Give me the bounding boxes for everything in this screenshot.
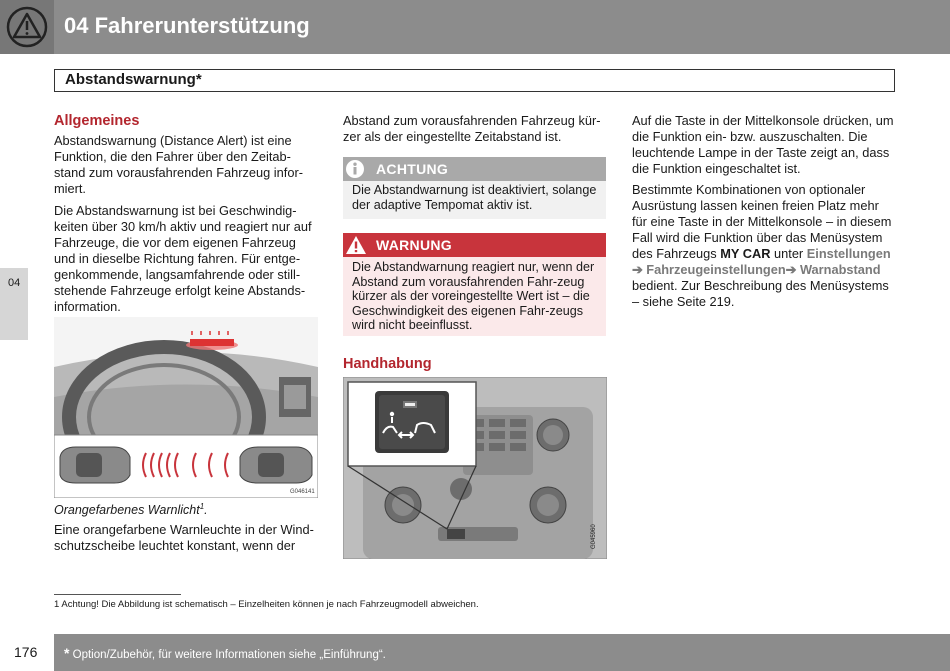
achtung-text: Die Abstandwarnung ist deaktiviert, solange der adaptive Tempomat aktiv ist. [352, 183, 597, 212]
figure-caption: Orangefarbenes Warnlicht$^1$. [54, 502, 208, 518]
footer-star: * [64, 645, 70, 661]
achtung-label: ACHTUNG [376, 161, 449, 177]
paragraph-activation: Die Abstandswarnung ist bei Geschwindig-keiten über 30 km/h aktiv und reagiert nur auf Fahrzeuge, die vor dem eigenen Fahrzeug und in dieselbe Richtung fahren. Für entge-genkommende, langsamfahrende oder still-stehende Fahrzeuge erfolgt keine Abstands-information. [54, 203, 312, 314]
paragraph-warning-light: Eine orangefarbene Warnleuchte in der Wind-schutzscheibe leuchtet konstant, wenn der [54, 522, 314, 553]
footnote: 1 Achtung! Die Abbildung ist schematisch – Einzelheiten können je nach Fahrzeugmodell abweichen. [54, 599, 479, 610]
header-icon-box [0, 0, 54, 54]
footer-note-text: Option/Zubehör, für weitere Informationen siehe „Einführung“. [69, 649, 386, 661]
menu-path-einstellungen: Einstellungen [806, 246, 891, 261]
menu-text-c: bedient. Zur Beschreibung des Menüsystems – siehe Seite 219. [632, 278, 889, 309]
warnung-text: Die Abstandwarnung reagiert nur, wenn der Abstand zum vorausfahrenden Fahr-zeug kürzer als der voreingestellte Wert ist – die Geschwindigkeit des eigenen Fahr-zeugs wird nicht beeinflusst. [352, 260, 595, 332]
menu-text-b: unter [770, 246, 807, 261]
info-icon [345, 159, 365, 179]
figure-caption-text: Orangefarbenes Warnlicht [54, 503, 200, 518]
menu-arrow-2: ➔ [785, 262, 800, 277]
footer-note [64, 645, 386, 661]
my-car-label: MY CAR [720, 246, 771, 261]
section-title: Abstandswarnung* [65, 71, 202, 88]
warnung-label: WARNUNG [376, 237, 452, 253]
menu-path-warnabstand: Warnabstand [799, 262, 881, 277]
menu-path-fahrzeugeinstellungen: Fahrzeugeinstellungen [646, 262, 786, 277]
paragraph-menu-system [632, 182, 897, 310]
image-code-1: G046141 [290, 489, 315, 495]
dashboard-warning-light-illustration [54, 317, 318, 498]
warning-triangle-icon [345, 235, 367, 255]
footnote-divider [54, 594, 181, 595]
heading-allgemeines: Allgemeines [54, 113, 140, 129]
footnote-ref: 1 [199, 502, 205, 511]
menu-text-a: Bestimmte Kombinationen von optionaler Ausrüstung lassen keinen freien Platz mehr für eine Taste in der Mittelkonsole – in diesem Fall wird die Funktion über das Menüsystem des Fahrzeugs [632, 182, 892, 261]
chapter-title: 04 Fahrerunterstützung [64, 13, 310, 38]
page-number: 176 [14, 644, 38, 660]
paragraph-intro: Abstandswarnung (Distance Alert) ist eine Funktion, die den Fahrer über den Zeitab-stand zum vorausfahrenden Fahrzeug infor-miert. [54, 133, 303, 196]
heading-handhabung: Handhabung [343, 356, 432, 372]
center-console-illustration [343, 377, 607, 559]
paragraph-button-usage: Auf die Taste in der Mittelkonsole drücken, um die Funktion ein- bzw. auszuschalten. Die leuchtende Lampe in der Taste zeigt an, dass die Funktion eingeschaltet ist. [632, 113, 894, 176]
image-code-2: G045960 [591, 524, 597, 549]
warning-triangle-icon [0, 0, 54, 54]
chapter-side-tab-label: 04 [8, 277, 21, 289]
menu-arrow-1: ➔ [632, 262, 647, 277]
paragraph-distance: Abstand zum vorausfahrenden Fahrzeug kür-zer als der eingestellte Zeitabstand ist. [343, 113, 601, 144]
